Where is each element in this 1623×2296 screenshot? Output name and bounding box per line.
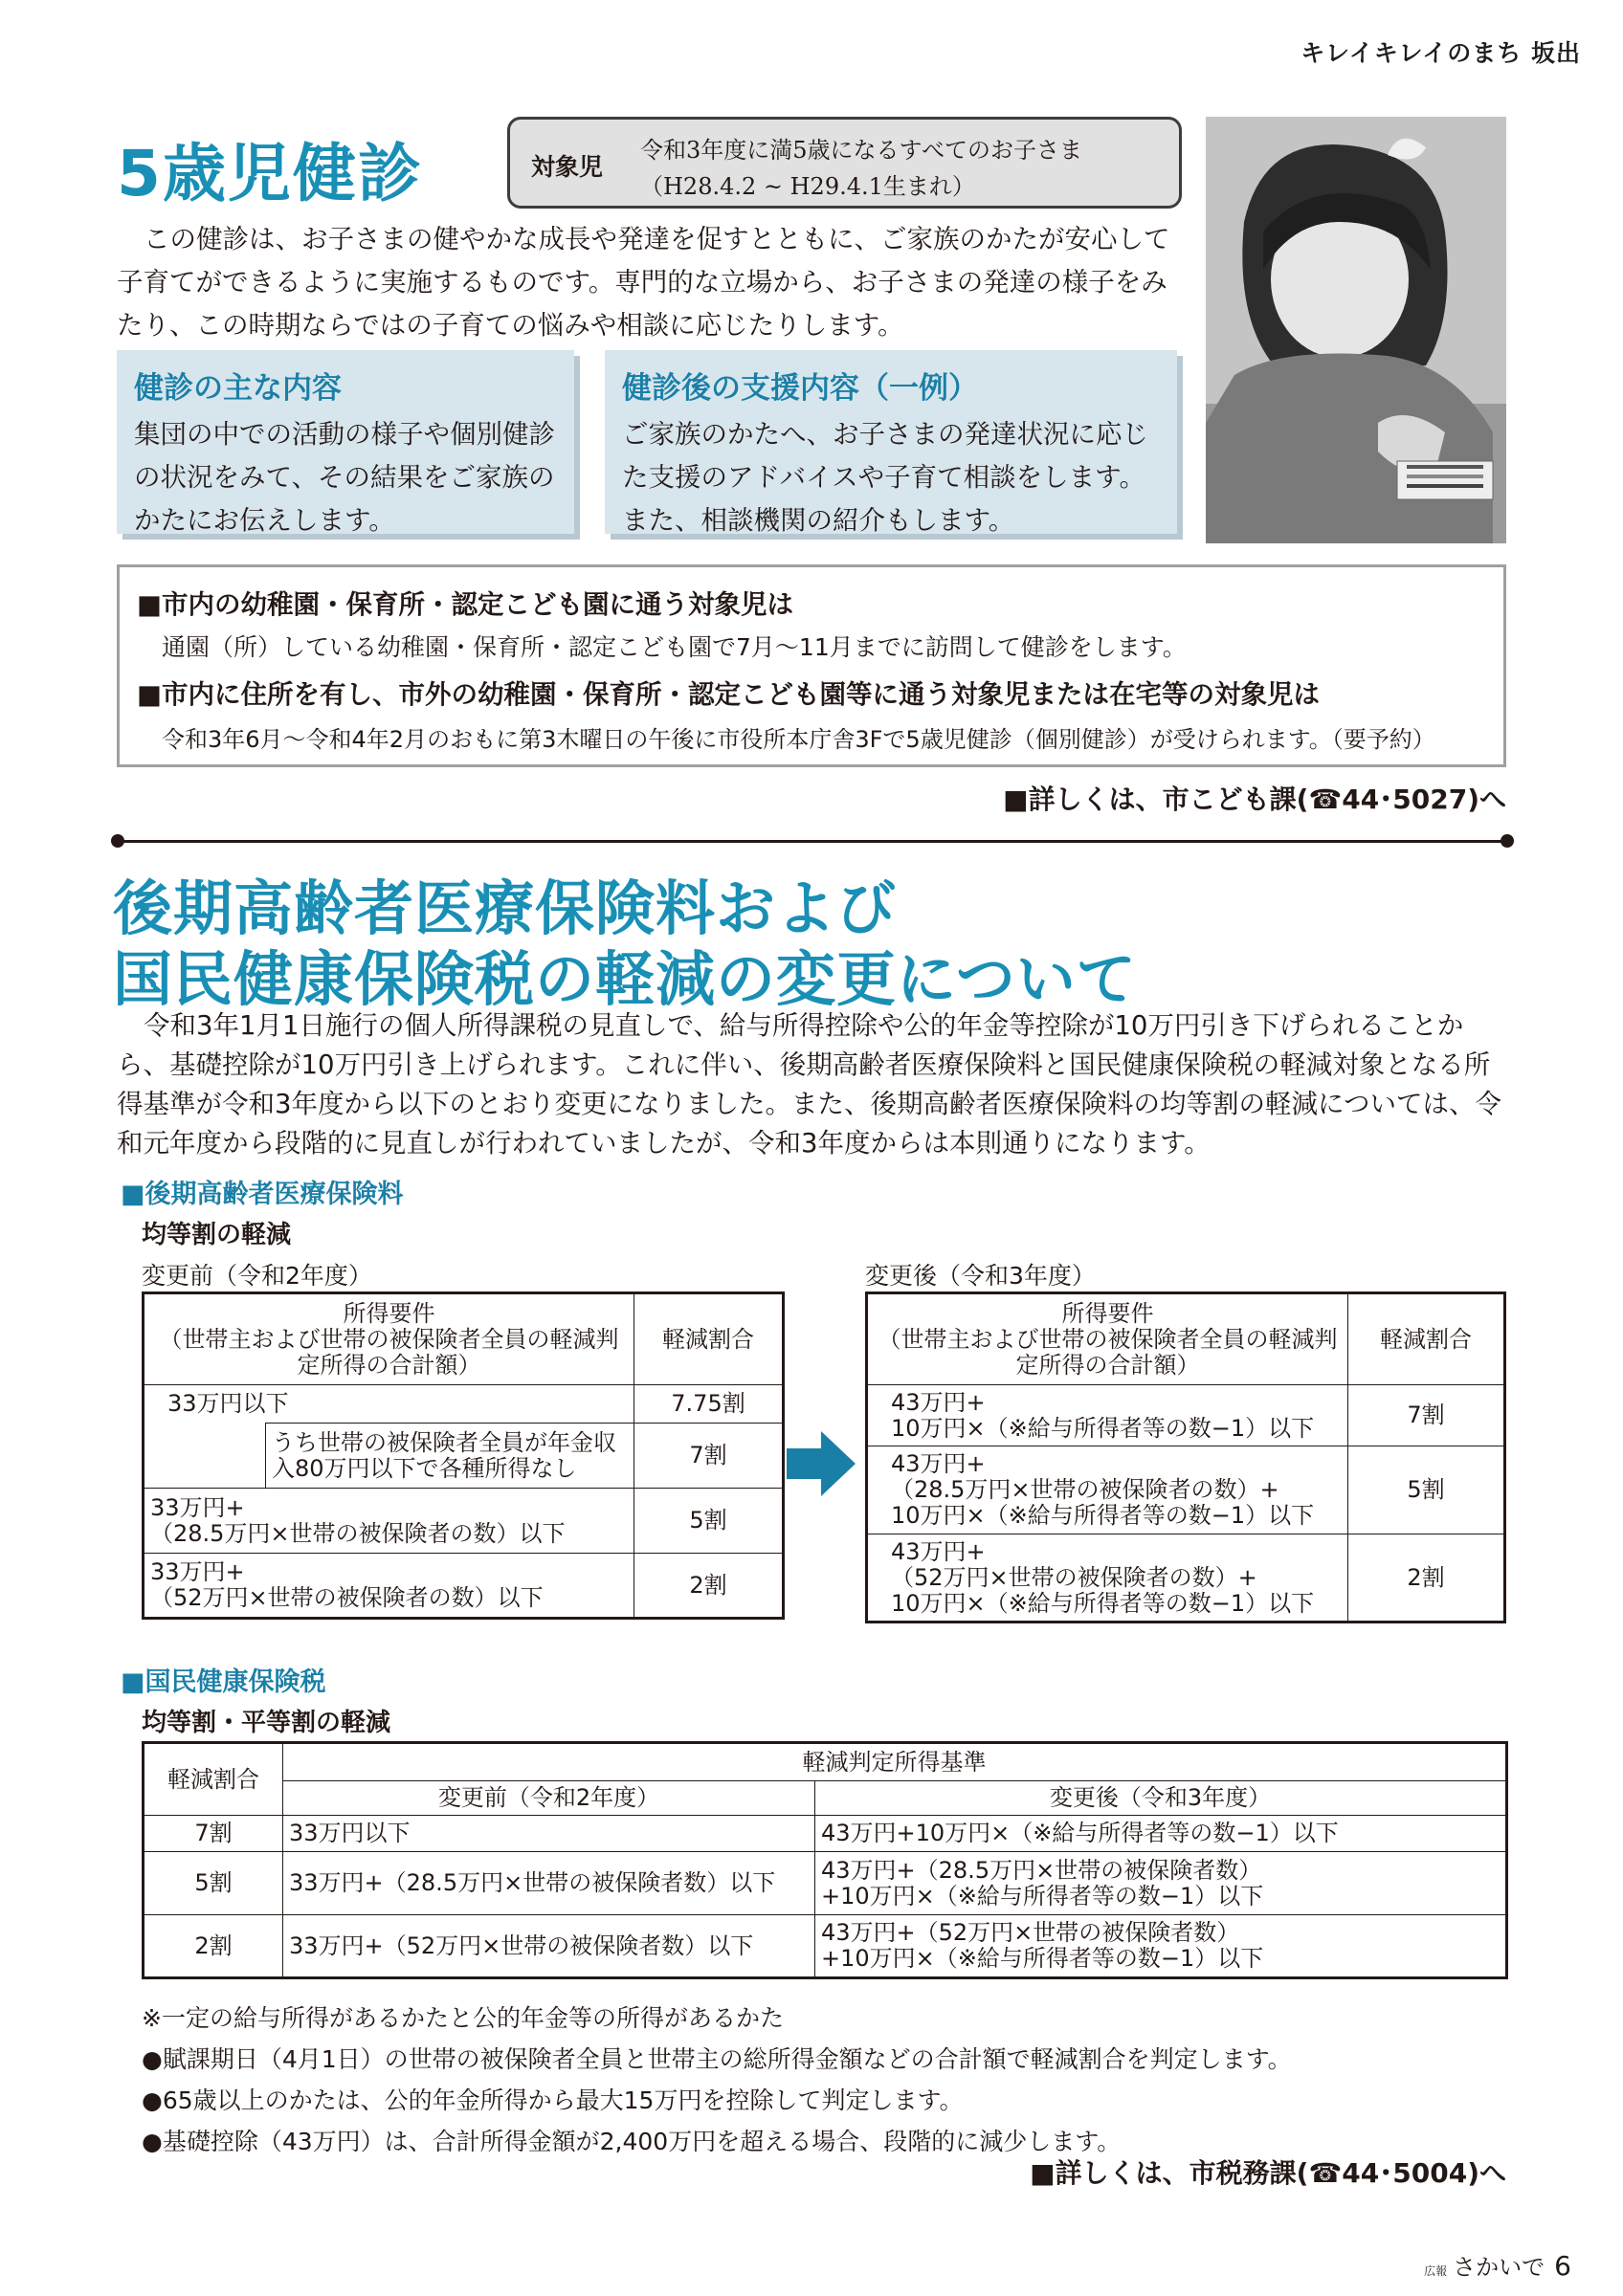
table-cell: 33万円+（52万円×世帯の被保険者数）以下 bbox=[283, 1915, 815, 1978]
info-heading-1: ■市内の幼稚園・保育所・認定こども園に通う対象児は bbox=[137, 589, 793, 620]
panel-main-content bbox=[117, 350, 574, 534]
table-cell: 43万円+ （52万円×世帯の被保険者の数）+ 10万円×（※給与所得者等の数−1）以下 bbox=[867, 1534, 1348, 1623]
kokuho-header-rate: 軽減割合 bbox=[144, 1743, 283, 1816]
table-cell: 33万円以下 bbox=[144, 1385, 634, 1424]
kouki-subheading: 均等割の軽減 bbox=[142, 1221, 292, 1249]
kokuho-table bbox=[142, 1741, 1508, 1979]
section2-contact: ■詳しくは、市税務課(☎44･5004)へ bbox=[1030, 2157, 1506, 2189]
kokuho-header-basis: 軽減判定所得基準 bbox=[283, 1743, 1507, 1781]
table-cell: 7割 bbox=[144, 1816, 283, 1852]
target-line1: 令和3年度に満5歳になるすべてのお子さま bbox=[640, 137, 1083, 164]
divider-dot-left bbox=[111, 834, 124, 848]
footer-publication: さかいで bbox=[1453, 2254, 1545, 2281]
kouki-after-table bbox=[865, 1292, 1506, 1623]
table-cell: 43万円+（28.5万円×世帯の被保険者数） +10万円×（※給与所得者等の数−1）以下 bbox=[815, 1852, 1507, 1915]
table-cell: 33万円+ （28.5万円×世帯の被保険者の数）以下 bbox=[144, 1489, 634, 1554]
note-item: ●65歳以上のかたは、公的年金所得から最大15万円を控除して判定します。 bbox=[142, 2086, 964, 2114]
table-cell: 43万円+（52万円×世帯の被保険者数） +10万円×（※給与所得者等の数−1）以下 bbox=[815, 1915, 1507, 1978]
section1-intro: この健診は、お子さまの健やかな成長や発達を促すとともに、ご家族のかたが安心して子育てができるように実施するものです。専門的な立場から、お子さまの発達の様子をみたり、この時期ならではの子育ての悩みや相談に応じたりします。 bbox=[117, 224, 1170, 341]
page-number: 6 bbox=[1554, 2250, 1571, 2282]
table-cell: 33万円+（28.5万円×世帯の被保険者数）以下 bbox=[283, 1852, 815, 1915]
kouki-before-header-req: 所得要件 （世帯主および世帯の被保険者全員の軽減判定所得の合計額） bbox=[144, 1293, 634, 1385]
table-cell: 2割 bbox=[144, 1915, 283, 1978]
kokuho-header-after: 変更後（令和3年度） bbox=[815, 1781, 1507, 1816]
kouki-before-table bbox=[142, 1292, 785, 1620]
table-cell-blank bbox=[144, 1424, 266, 1489]
kouki-before-caption: 変更前（令和2年度） bbox=[142, 1262, 372, 1290]
table-cell: 33万円以下 bbox=[283, 1816, 815, 1852]
table-cell: 7.75割 bbox=[634, 1385, 784, 1424]
note-item: ●基礎控除（43万円）は、合計所得金額が2,400万円を超える場合、段階的に減少します。 bbox=[142, 2128, 1122, 2155]
kouki-after-header-rate: 軽減割合 bbox=[1348, 1293, 1505, 1385]
section2-intro: 令和3年1月1日施行の個人所得課税の見直しで、給与所得控除や公的年金等控除が10万円引き下げられることから、基礎控除が10万円引き上げられます。これに伴い、後期高齢者医療保険料と国民健康保険税の軽減対象となる所得基準が令和3年度から以下のとおり変更になりました。また、後期高齢者医療保険料の均等割の軽減については、令和元年度から段階的に見直しが行われていましたが、令和3年度からは本則通りになります。 bbox=[117, 1010, 1501, 1159]
section1-info-box bbox=[117, 564, 1506, 767]
section-divider bbox=[117, 840, 1506, 843]
table-cell: 5割 bbox=[634, 1489, 784, 1554]
kokuho-header-before: 変更前（令和2年度） bbox=[283, 1781, 815, 1816]
section2-title-line2: 国民健康保険税の軽減の変更について bbox=[113, 944, 1137, 1014]
table-cell: 43万円+ （28.5万円×世帯の被保険者の数）+ 10万円×（※給与所得者等の数−1）以下 bbox=[867, 1446, 1348, 1534]
target-line2: （H28.4.2 ~ H29.4.1生まれ） bbox=[640, 173, 975, 200]
panel-support bbox=[605, 350, 1177, 534]
info-text-2: 令和3年6月～令和4年2月のおもに第3木曜日の午後に市役所本庁舎3Fで5歳児健診（個別健診）が受けられます。（要予約） bbox=[162, 726, 1435, 753]
notes-list bbox=[142, 1998, 1292, 2162]
note-item: ※一定の給与所得があるかたと公的年金等の所得があるかた bbox=[142, 2004, 784, 2032]
footer-ad-label: 広報 bbox=[1424, 2264, 1448, 2278]
panel-main-body: 集団の中での活動の様子や個別健診の状況をみて、その結果をご家族のかたにお伝えします。 bbox=[134, 419, 555, 536]
kouki-after-caption: 変更後（令和3年度） bbox=[865, 1262, 1096, 1290]
arrow-right-icon bbox=[787, 1431, 856, 1496]
kouki-heading: ■後期高齢者医療保険料 bbox=[121, 1180, 404, 1209]
target-box bbox=[507, 117, 1182, 209]
table-cell: 43万円+10万円×（※給与所得者等の数−1）以下 bbox=[815, 1816, 1507, 1852]
panel-support-title: 健診後の支援内容（一例） bbox=[622, 371, 978, 406]
target-label: 対象児 bbox=[531, 153, 604, 181]
kokuho-heading: ■国民健康保険税 bbox=[121, 1667, 326, 1697]
kouki-before-header-rate: 軽減割合 bbox=[634, 1293, 784, 1385]
table-cell: 7割 bbox=[1348, 1385, 1505, 1446]
table-cell: 2割 bbox=[1348, 1534, 1505, 1623]
kouki-after-header-req: 所得要件 （世帯主および世帯の被保険者全員の軽減判定所得の合計額） bbox=[867, 1293, 1348, 1385]
panel-main-title: 健診の主な内容 bbox=[134, 371, 342, 406]
table-cell: 2割 bbox=[634, 1554, 784, 1619]
table-cell: 33万円+ （52万円×世帯の被保険者の数）以下 bbox=[144, 1554, 634, 1619]
info-heading-2: ■市内に住所を有し、市外の幼稚園・保育所・認定こども園等に通う対象児または在宅等の対象児は bbox=[137, 679, 1320, 710]
child-drawing-photo bbox=[1206, 117, 1506, 543]
header-brand: キレイキレイのまち 坂出 bbox=[1301, 39, 1581, 67]
table-cell: 5割 bbox=[144, 1852, 283, 1915]
info-text-1: 通園（所）している幼稚園・保育所・認定こども園で7月～11月までに訪問して健診をします。 bbox=[162, 633, 1187, 661]
table-cell: うち世帯の被保険者全員が年金収入80万円以下で各種所得なし bbox=[266, 1424, 634, 1489]
table-cell: 43万円+ 10万円×（※給与所得者等の数−1）以下 bbox=[867, 1385, 1348, 1446]
section1-title: 5歳児健診 bbox=[117, 137, 423, 210]
page-footer bbox=[1424, 2248, 1571, 2282]
table-cell: 7割 bbox=[634, 1424, 784, 1489]
section1-contact: ■詳しくは、市こども課(☎44･5027)へ bbox=[1003, 784, 1506, 815]
note-item: ●賦課期日（4月1日）の世帯の被保険者全員と世帯主の総所得金額などの合計額で軽減割合を判定します。 bbox=[142, 2045, 1292, 2073]
table-cell: 5割 bbox=[1348, 1446, 1505, 1534]
divider-dot-right bbox=[1501, 834, 1514, 848]
kokuho-subheading: 均等割・平等割の軽減 bbox=[142, 1709, 391, 1737]
section2-title-line1: 後期高齢者医療保険料および bbox=[113, 873, 898, 943]
panel-support-body: ご家族のかたへ、お子さまの発達状況に応じた支援のアドバイスや子育て相談をします。また、相談機関の紹介もします。 bbox=[622, 419, 1148, 536]
